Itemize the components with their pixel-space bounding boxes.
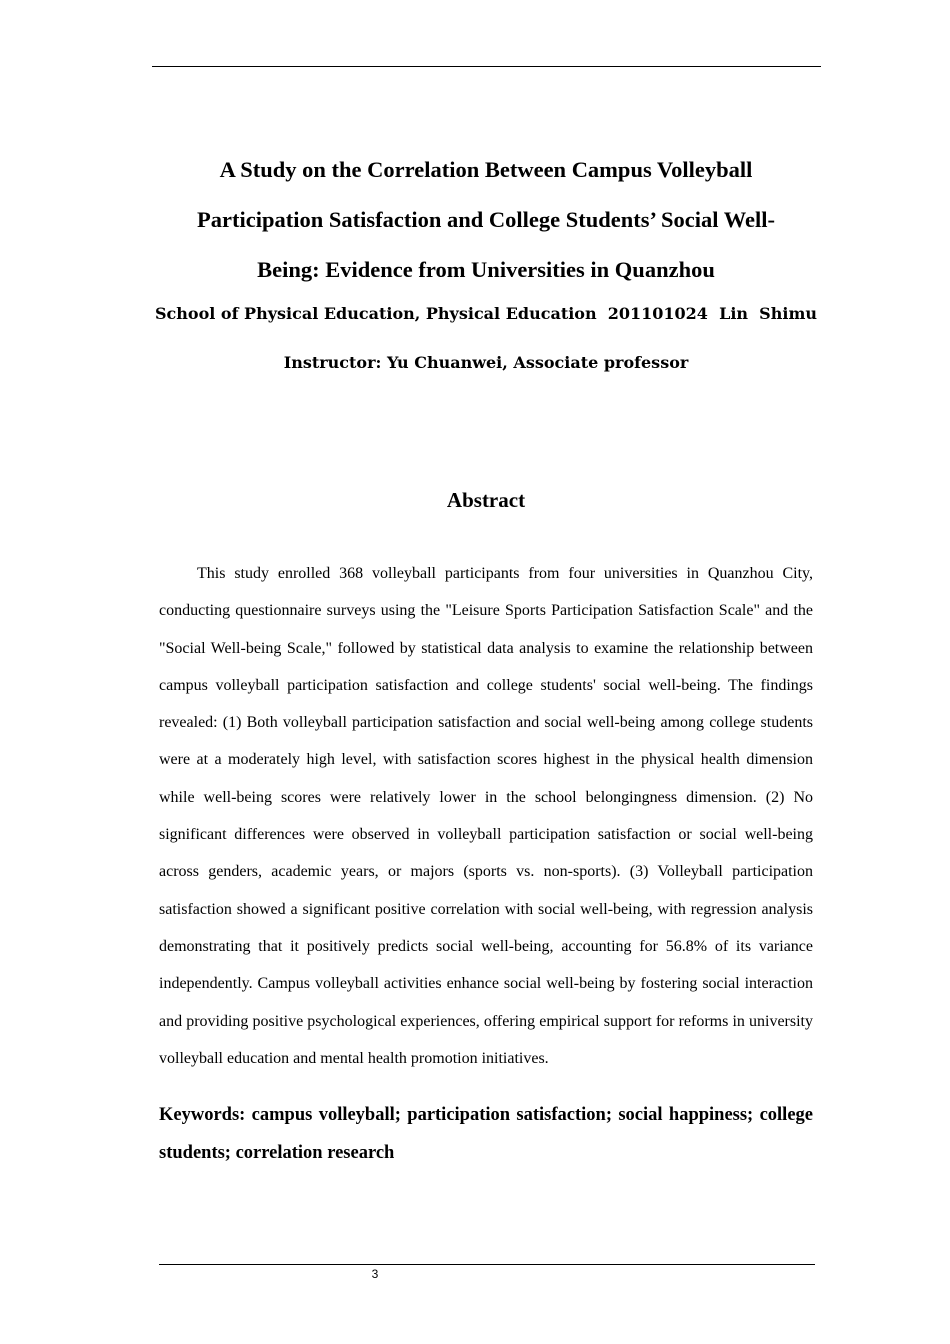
keywords: Keywords: campus volleyball; participation satisfaction; social happiness; college students; correlation research: [159, 1105, 813, 1163]
header-rule: [152, 66, 821, 67]
paper-title: A Study on the Correlation Between Campus Volleyball Participation Satisfaction and College Students’ Social Well-Being: Evidence from Universities in Quanzhou: [197, 157, 775, 282]
page-number: 3: [371, 1267, 379, 1281]
abstract-heading: Abstract: [446, 488, 526, 512]
footer-rule: [159, 1264, 815, 1265]
abstract-body: This study enrolled 368 volleyball participants from four universities in Quanzhou City, conducting questionnaire surveys using the "Leisure Sports Participation Satisfaction Scale" and the "Social Well-being Scale," followed by statistical data analysis to examine the relationship between campus volleyball participation satisfaction and college students' social well-being. The findings revealed: (1) Both volleyball participation satisfaction and social well-being among college students were at a moderately high level, with satisfaction scores highest in the physical health dimension while well-being scores were relatively lower in the school belongingness dimension. (2) No significant differences were observed in volleyball participation satisfaction or social well-being across genders, academic years, or majors (sports vs. non-sports). (3) Volleyball participation satisfaction showed a significant positive correlation with social well-being, with regression analysis demonstrating that it positively predicts social well-being, accounting for 56.8% of its variance independently. Campus volleyball activities enhance social well-being by fostering social interaction and providing positive psychological experiences, offering empirical support for reforms in university volleyball education and mental health promotion initiatives.: [159, 565, 813, 1067]
instructor-line: Instructor: Yu Chuanwei, Associate professor: [283, 353, 689, 372]
author-line: School of Physical Education, Physical Education 201101024 Lin Shimu: [155, 304, 817, 323]
